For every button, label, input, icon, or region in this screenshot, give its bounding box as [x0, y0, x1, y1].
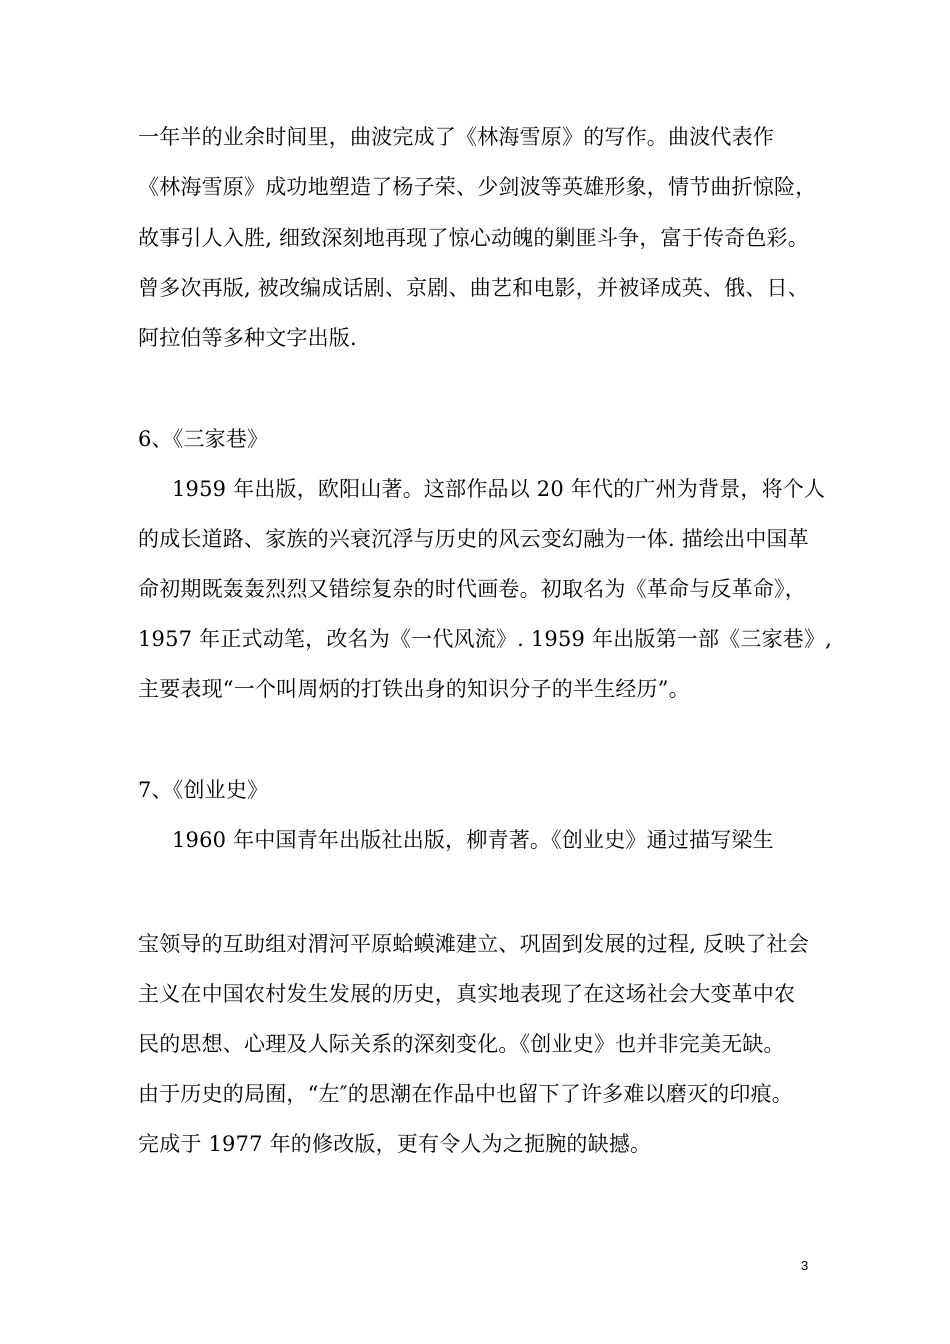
section-6-line-5: 主要表现“一个叫周炳的打铁出身的知识分子的半生经历”。	[138, 677, 690, 701]
page-number: 3	[801, 1258, 809, 1273]
section-7-line-1: 1960 年中国青年出版社出版，柳青著。《创业史》通过描写梁生	[172, 828, 774, 852]
section-7-line-2: 宝领导的互助组对渭河平原蛤蟆滩建立、巩固到发展的过程, 反映了社会	[138, 932, 809, 956]
section-7-line-5: 由于历史的局囿，“左″的思潮在作品中也留下了许多难以磨灭的印痕。	[138, 1082, 793, 1106]
section-6-line-1: 1959 年出版，欧阳山著。这部作品以 20 年代的广州为背景，将个人	[172, 477, 826, 501]
section-6-line-3: 命初期既轰轰烈烈又错综复杂的时代画卷。初取名为《革命与反革命》，	[138, 577, 806, 601]
paragraph-1-line-2: 《林海雪原》成功地塑造了杨子荣、少剑波等英雄形象，情节曲折惊险，	[138, 175, 817, 199]
paragraph-1-line-3: 故事引人入胜, 细致深刻地再现了惊心动魄的剿匪斗争，富于传奇色彩。	[138, 226, 809, 250]
section-7-heading: 7、《创业史》	[138, 778, 269, 802]
section-6-line-4: 1957 年正式动笔，改名为《一代风流》. 1959 年出版第一部《三家巷》,	[138, 627, 833, 651]
paragraph-1-line-5: 阿拉伯等多种文字出版.	[138, 326, 357, 350]
section-7-line-4: 民的思想、心理及人际关系的深刻变化。《创业史》也并非完美无缺。	[138, 1032, 785, 1056]
paragraph-1-line-1: 一年半的业余时间里，曲波完成了《林海雪原》的写作。曲波代表作	[138, 125, 774, 149]
paragraph-1-line-4: 曾多次再版, 被改编成话剧、京剧、曲艺和电影，并被译成英、俄、日、	[138, 276, 809, 300]
section-6-heading: 6、《三家巷》	[138, 427, 269, 451]
section-7-line-3: 主义在中国农村发生发展的历史，真实地表现了在这场社会大变革中农	[138, 982, 796, 1006]
section-7-line-6: 完成于 1977 年的修改版，更有令人为之扼腕的缺撼。	[138, 1132, 652, 1156]
section-6-line-2: 的成长道路、家族的兴衰沉浮与历史的风云变幻融为一体. 描绘出中国革	[138, 527, 809, 551]
